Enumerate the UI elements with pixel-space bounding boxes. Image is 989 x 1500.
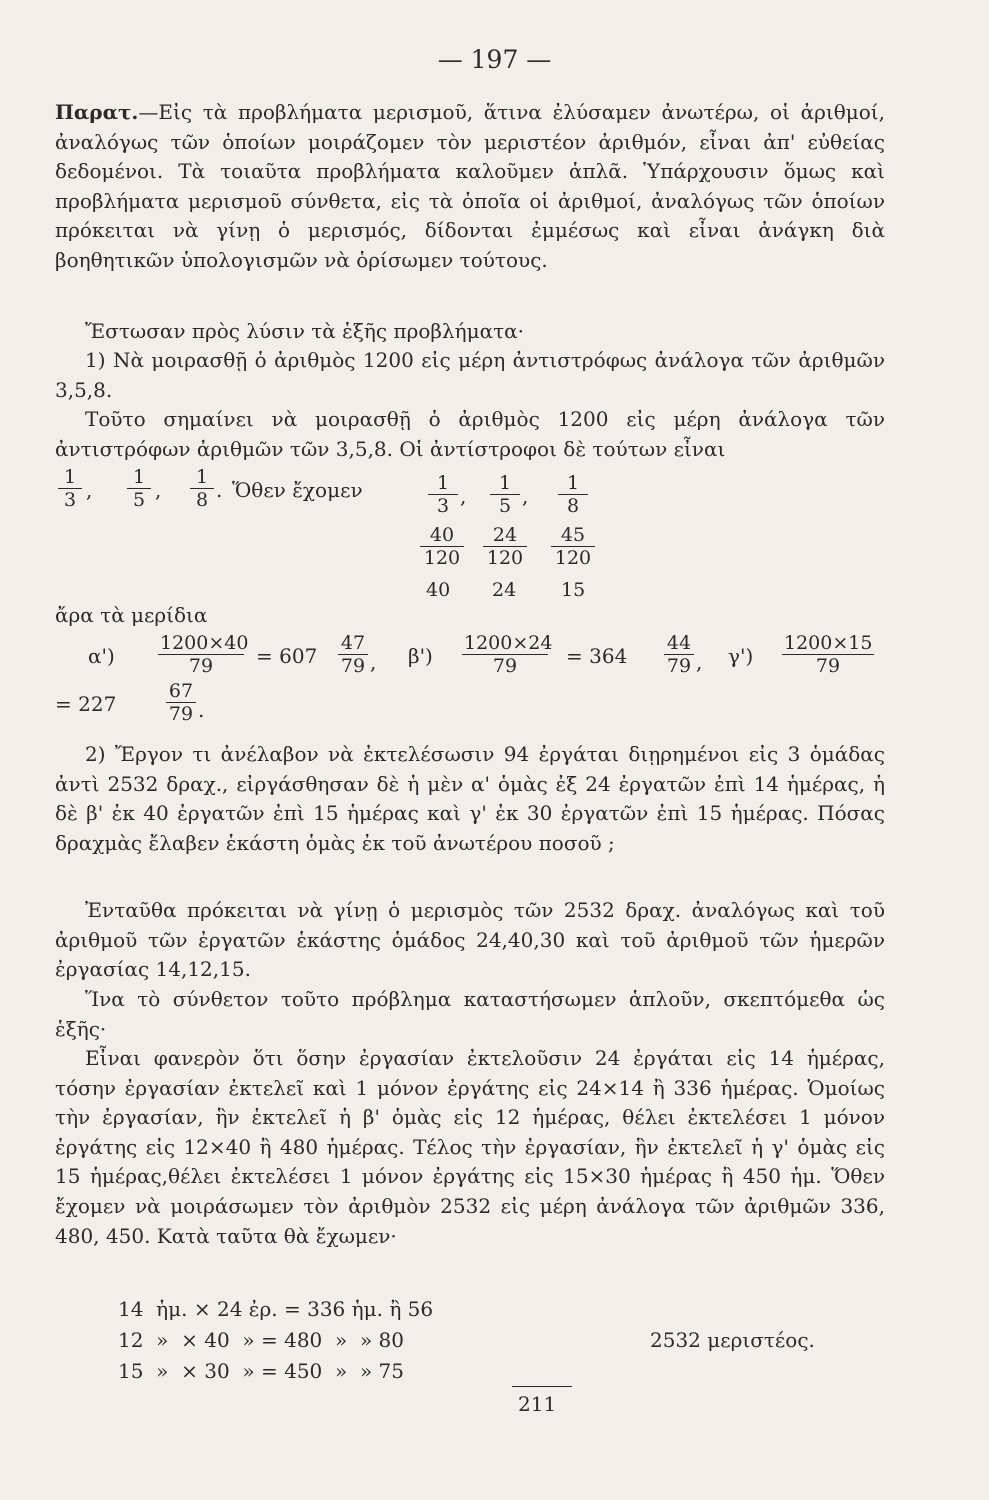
column-fraction-1-5: $\frac{1}{5}$ bbox=[490, 472, 520, 517]
period: . bbox=[198, 698, 205, 722]
then-text: Ὅθεν ἔχομεν bbox=[232, 478, 363, 502]
part-b-fraction: $\frac{1200\times 24}{79}$ bbox=[464, 632, 553, 677]
comma: , bbox=[370, 650, 377, 674]
column-fraction-1-8: $\frac{1}{8}$ bbox=[558, 472, 588, 517]
column-fraction-1-3: $\frac{1}{3}$ bbox=[428, 472, 458, 517]
problem-1-explanation-text: Τοῦτο σημαίνει νὰ μοιρασθῇ ὁ ἀριθμὸς 1200 εἰς μέρη ἀνάλογα τῶν ἀντιστρόφων ἀριθμῶν τῶν 3,5,8. Οἱ ἀντίστροφοι δὲ τούτων εἶναι bbox=[55, 407, 885, 461]
ratio-15: 15 bbox=[561, 579, 586, 601]
problem-2-simplify bbox=[55, 985, 885, 1044]
part-b-label: β') bbox=[408, 644, 433, 668]
problem-2 bbox=[55, 740, 885, 858]
part-c-fraction: $\frac{1200\times 15}{79}$ bbox=[784, 632, 873, 677]
equivalent-fraction-24-120: $\frac{24}{120}$ bbox=[483, 524, 527, 569]
problem-1-text: 1) Νὰ μοιρασθῇ ὁ ἀριθμὸς 1200 εἰς μέρη ἀντιστρόφως ἀνάλογα τῶν ἀριθμῶν 3,5,8. bbox=[55, 348, 885, 402]
problems-intro-text: Ἔστωσαν πρὸς λύσιν τὰ ἑξῆς προβλήματα· bbox=[85, 319, 525, 343]
equivalent-fraction-45-120: $\frac{45}{120}$ bbox=[551, 524, 595, 569]
remark-text: —Εἰς τὰ προβλήματα μερισμοῦ, ἅτινα ἐλύσαμεν ἀνωτέρω, οἱ ἀριθμοί, ἀναλόγως τῶν ὁποίων μοιράζομεν τὸν μεριστέον ἀριθμόν, εἶναι ἀπ' εὐθείας δεδομένοι. Τὰ τοιαῦτα προβλήματα καλοῦμεν ἁπλᾶ. Ὑπάρχουσιν ὅμως καὶ προβλήματα μερισμοῦ σύνθετα, εἰς τὰ ὁποῖα οἱ ἀριθμοί, ἀναλόγως τῶν ὁποίων πρόκειται νὰ γίνῃ ὁ μερισμός, δίδονται ἐμμέσως καὶ εἶναι ἀνάγκη διὰ βοηθητικῶν ὑπολογισμῶν νὰ ὁρίσωμεν τούτους. bbox=[55, 100, 885, 272]
period: . bbox=[216, 478, 223, 502]
part-c-label: γ') bbox=[728, 644, 754, 668]
ratio-40: 40 bbox=[426, 579, 451, 601]
problem-1 bbox=[55, 346, 885, 405]
problem-2-setup bbox=[55, 896, 885, 985]
fraction-1-8: $\frac{1}{8}$ bbox=[190, 466, 214, 511]
computation-row-3: 15 » × 30 » = 450 » » 75 bbox=[118, 1359, 404, 1383]
part-b-integer: = 364 bbox=[566, 644, 628, 668]
problems-intro bbox=[55, 317, 885, 347]
problem-2-simplify-text: Ἵνα τὸ σύνθετον τοῦτο πρόβλημα καταστήσωμεν ἁπλοῦν, σκεπτόμεθα ὡς ἑξῆς· bbox=[55, 987, 885, 1041]
part-a-remainder: $\frac{47}{79}$ bbox=[338, 632, 368, 677]
comma: , bbox=[696, 650, 703, 674]
comma: , bbox=[522, 484, 529, 508]
fraction-1-5: $\frac{1}{5}$ bbox=[127, 466, 151, 511]
problem-2-reasoning-text: Εἶναι φανερὸν ὅτι ὅσην ἐργασίαν ἐκτελοῦσιν 24 ἐργάται εἰς 14 ἡμέρας, τόσην ἐργασίαν ἐκτελεῖ καὶ 1 μόνον ἐργάτης εἰς 24×14 ἢ 336 ἡμέρας. Ὁμοίως τὴν ἐργασίαν, ἣν ἐκτελεῖ ἡ β' ὁμὰς εἰς 12 ἡμέρας, θέλει ἐκτελέσει 1 μόνον ἐργάτης εἰς 12×40 ἢ 480 ἡμέρας. Τέλος τὴν ἐργασίαν, ἣν ἐκτελεῖ ἡ γ' ὁμὰς εἰς 15 ἡμέρας,θέλει ἐκτελέσει 1 μόνον ἐργάτης εἰς 15×30 ἡμέρας ἢ 450 ἡμ. Ὅθεν ἔχομεν νὰ μοιράσωμεν τὸν ἀριθμὸν 2532 εἰς μέρη ἀνάλογα τῶν ἀριθμῶν 336, 480, 450. Κατὰ ταῦτα θὰ ἔχωμεν· bbox=[55, 1046, 885, 1248]
problem-1-explanation bbox=[55, 405, 885, 464]
problem-2-reasoning bbox=[55, 1044, 885, 1251]
part-c-remainder: $\frac{67}{79}$ bbox=[166, 680, 196, 725]
equivalent-fraction-40-120: $\frac{40}{120}$ bbox=[420, 524, 464, 569]
part-a-fraction: $\frac{1200\times 40}{79}$ bbox=[160, 632, 249, 677]
sum-total: 211 bbox=[518, 1392, 557, 1416]
remark-paragraph bbox=[55, 98, 885, 276]
fraction-1-3: $\frac{1}{3}$ bbox=[58, 466, 82, 511]
remark-label: Παρατ. bbox=[55, 100, 139, 124]
part-a-integer: = 607 bbox=[256, 644, 318, 668]
part-b-remainder: $\frac{44}{79}$ bbox=[664, 632, 694, 677]
parts-label: ἄρα τὰ μερίδια bbox=[55, 603, 208, 627]
computation-row-1: 14 ἡμ. × 24 ἐρ. = 336 ἡμ. ἢ 56 bbox=[118, 1297, 434, 1321]
page-number: — 197 — bbox=[437, 45, 552, 74]
comma: , bbox=[155, 478, 162, 502]
sum-line bbox=[512, 1386, 572, 1387]
problem-2-setup-text: Ἐνταῦθα πρόκειται νὰ γίνῃ ὁ μερισμὸς τῶν 2532 δραχ. ἀναλόγως καὶ τοῦ ἀριθμοῦ τῶν ἐργατῶν ἑκάστης ὁμάδος 24,40,30 καὶ τοῦ ἀριθμοῦ τῶν ἡμερῶν ἐργασίας 14,12,15. bbox=[55, 898, 885, 982]
dividend-note: 2532 μεριστέος. bbox=[650, 1328, 815, 1352]
problem-2-text: 2) Ἔργον τι ἀνέλαβον νὰ ἐκτελέσωσιν 94 ἐργάται διῃρημένοι εἰς 3 ὁμάδας ἀντὶ 2532 δραχ., εἰργάσθησαν δὲ ἡ μὲν α' ὁμὰς ἐξ 24 ἐργατῶν ἐπὶ 14 ἡμέρας, ἡ δὲ β' ἐκ 40 ἐργατῶν ἐπὶ 15 ἡμέρας καὶ γ' ἐκ 30 ἐργατῶν ἐπὶ 15 ἡμέρας. Πόσας δραχμὰς ἔλαβεν ἑκάστη ὁμὰς ἐκ τοῦ ἀνωτέρου ποσοῦ ; bbox=[55, 742, 885, 855]
comma: , bbox=[86, 478, 93, 502]
part-a-label: α') bbox=[88, 644, 115, 668]
part-c-integer: = 227 bbox=[55, 692, 117, 716]
computation-row-2: 12 » × 40 » = 480 » » 80 bbox=[118, 1328, 404, 1352]
ratio-24: 24 bbox=[492, 579, 517, 601]
comma: , bbox=[460, 484, 467, 508]
